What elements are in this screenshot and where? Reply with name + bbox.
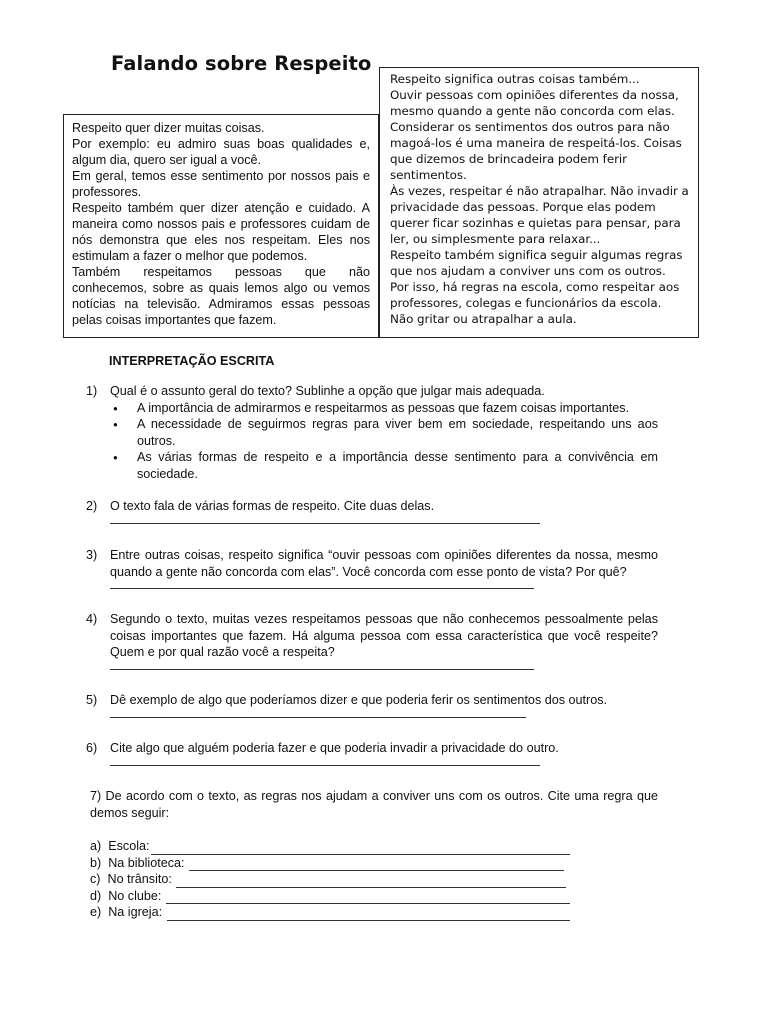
answer-line[interactable] [110, 709, 526, 718]
option-item[interactable]: ● A importância de admirarmos e respeitarmos as pessoas que fazem coisas importantes. [110, 400, 658, 417]
page-title: Falando sobre Respeito [111, 52, 372, 75]
question-5 [86, 692, 658, 718]
answer-line[interactable] [110, 661, 534, 670]
rule-label: e) Na igreja: [90, 905, 166, 919]
rule-label: a) Escola: [90, 839, 150, 853]
rule-label: c) No trânsito: [90, 872, 176, 886]
rule-item-club [90, 888, 570, 905]
question-3 [86, 547, 658, 589]
answer-line[interactable] [176, 877, 566, 888]
answer-line[interactable] [166, 893, 570, 904]
answer-line[interactable] [189, 860, 564, 871]
paragraph: Respeito quer dizer muitas coisas. [72, 121, 265, 135]
paragraph: Ouvir pessoas com opiniões diferentes da nossa, mesmo quando a gente não concorda com elas. [390, 88, 679, 118]
option-item[interactable]: ● As várias formas de respeito e a importância desse sentimento para a convivência em sociedade. [110, 449, 658, 482]
question-4 [86, 611, 658, 670]
rule-item-school [90, 838, 570, 855]
option-list [110, 400, 658, 483]
question-number: 6) [86, 741, 98, 755]
question-2 [86, 498, 658, 524]
rule-label: d) No clube: [90, 888, 165, 903]
question-1 [86, 383, 658, 482]
rule-label: b) Na biblioteca: [90, 855, 189, 870]
question-number: 2) [86, 499, 98, 513]
paragraph: Também respeitamos pessoas que não conhecemos, sobre as quais lemos algo ou vemos notícias na televisão. Admiramos essas pessoas pelas coisas importantes que fazem. [72, 265, 370, 327]
paragraph: Por exemplo: eu admiro suas boas qualidades e, algum dia, quero ser igual a você. [72, 137, 370, 167]
text-box-right [379, 67, 699, 338]
paragraph: Considerar os sentimentos dos outros para não magoá-los é uma maneira de respeitá-los. Coisas que dizemos de brincadeira podem ferir sentimentos. [390, 120, 682, 182]
rule-item-library [90, 855, 570, 872]
rules-list [90, 838, 570, 921]
paragraph: Respeito significa outras coisas também... [390, 72, 640, 86]
question-text: 7) De acordo com o texto, as regras nos ajudam a conviver uns com os outros. Cite uma regra que demos seguir: [90, 789, 658, 820]
paragraph: Em geral, temos esse sentimento por nossos pais e professores. [72, 169, 370, 199]
question-number: 4) [86, 612, 98, 626]
question-text: Segundo o texto, muitas vezes respeitamos pessoas que não conhecemos pessoalmente pelas coisas importantes que fazem. Há alguma pessoa com essa característica que você respeite? Quem e por qual razão você a respeita? [110, 612, 658, 659]
answer-line[interactable] [151, 844, 571, 855]
answer-line[interactable] [110, 580, 534, 589]
question-number: 5) [86, 693, 98, 707]
question-number: 1) [86, 384, 98, 398]
question-6 [86, 740, 658, 766]
answer-line[interactable] [110, 515, 540, 524]
question-text: Entre outras coisas, respeito significa “ouvir pessoas com opiniões diferentes da nossa, mesmo quando a gente não concorda com elas”. Você concorda com esse ponto de vista? Por quê? [110, 548, 658, 579]
question-7 [90, 788, 658, 921]
answer-line[interactable] [110, 757, 540, 766]
rule-item-traffic [90, 871, 570, 888]
question-text: Qual é o assunto geral do texto? Sublinhe a opção que julgar mais adequada. [110, 384, 545, 398]
text-box-left [63, 114, 379, 338]
option-item[interactable]: ● A necessidade de seguirmos regras para viver bem em sociedade, respeitando uns aos outros. [110, 416, 658, 449]
question-text: Cite algo que alguém poderia fazer e que poderia invadir a privacidade do outro. [110, 741, 559, 755]
answer-line[interactable] [167, 910, 570, 921]
question-number: 3) [86, 548, 98, 562]
section-title: INTERPRETAÇÃO ESCRITA [109, 354, 275, 368]
paragraph: Não gritar ou atrapalhar a aula. [390, 312, 577, 326]
rule-item-church [90, 904, 570, 921]
question-text: O texto fala de várias formas de respeito. Cite duas delas. [110, 499, 435, 513]
question-text: Dê exemplo de algo que poderíamos dizer e que poderia ferir os sentimentos dos outros. [110, 693, 608, 707]
paragraph: Por isso, há regras na escola, como respeitar aos professores, colegas e funcionários da escola. [390, 280, 680, 310]
paragraph: Respeito também quer dizer atenção e cuidado. A maneira como nossos pais e professores cuidam de nós demonstra que eles nos respeitam. Eles nos estimulam a fazer o melhor que podemos. [72, 201, 370, 263]
paragraph: Às vezes, respeitar é não atrapalhar. Não invadir a privacidade das pessoas. Porque elas podem querer ficar sozinhas e quietas para pensar, para ler, ou simplesmente para relaxar... [390, 184, 689, 246]
paragraph: Respeito também significa seguir algumas regras que nos ajudam a conviver uns com os outros. [390, 248, 683, 278]
